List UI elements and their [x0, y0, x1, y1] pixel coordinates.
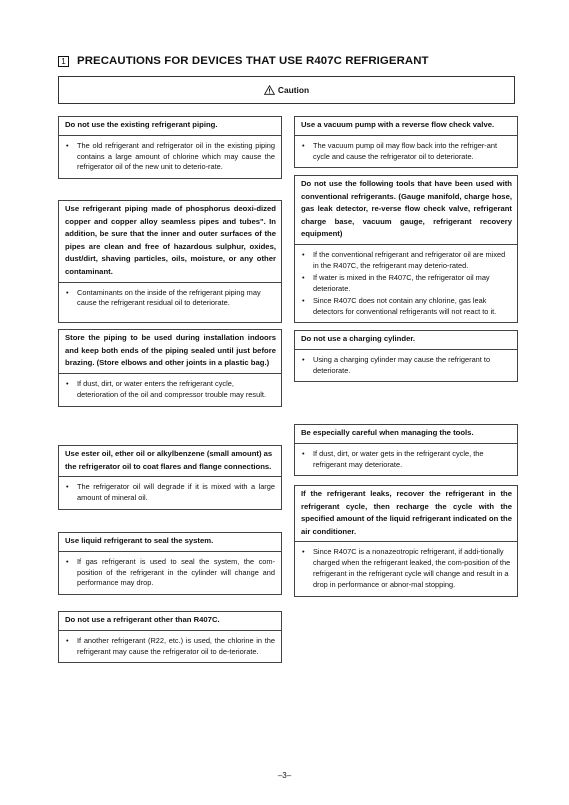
precaution-title: Use a vacuum pump with a reverse flow check valve.: [295, 117, 517, 136]
precaution-title: If the refrigerant leaks, recover the refrigerant in the refrigerant cycle, then recharge the cycle with the specified amount of the liquid refrigerant indicated on the air conditioner.: [295, 486, 517, 542]
precaution-box-refrigerator-oil: [58, 445, 282, 510]
precaution-item: • Since R407C is a nonazeotropic refrigerant, if addi-tionally charged when the refrigerant leaked, the com-position of the refrigerant in the refrigerant cycle will change and result in a drop in performance or abnor-mal stopping.: [301, 547, 511, 591]
precaution-title: Use liquid refrigerant to seal the system.: [59, 533, 281, 552]
precaution-box-charging-cylinder: [294, 330, 518, 382]
precaution-item: • Since R407C does not contain any chlorine, gas leak detectors for conventional refrigerants will not react to it.: [301, 296, 511, 318]
precaution-item: • If the conventional refrigerant and refrigerator oil are mixed in the R407C, the refrigerant may deterio-rated.: [301, 250, 511, 272]
precaution-item: • The refrigerator oil will degrade if it is mixed with a large amount of mineral oil.: [65, 482, 275, 504]
page-title: PRECAUTIONS FOR DEVICES THAT USE R407C REFRIGERANT: [77, 55, 429, 67]
precaution-title: Do not use the existing refrigerant piping.: [59, 117, 281, 136]
precaution-title: Do not use a charging cylinder.: [295, 331, 517, 350]
precaution-box-other-refrigerant: [58, 611, 282, 663]
precaution-box-refrigerant-leak: [294, 485, 518, 597]
section-heading: [58, 55, 528, 67]
precaution-item: • The old refrigerant and refrigerator oil in the existing piping contains a large amount of chlorine which may cause the refrigerator oil of the new unit to deterio-rate.: [65, 141, 275, 174]
section-number: 1: [58, 56, 69, 67]
precaution-title: Be especially careful when managing the tools.: [295, 425, 517, 444]
warning-triangle-icon: [264, 85, 275, 95]
precaution-title: Store the piping to be used during installation indoors and keep both ends of the piping sealed until just before brazing. (Store elbows and other joints in a plastic bag.): [59, 330, 281, 374]
precaution-title: Use ester oil, ether oil or alkylbenzene (small amount) as the refrigerator oil to coat flares and flange connections.: [59, 446, 281, 477]
precaution-box-liquid-refrigerant: [58, 532, 282, 595]
precaution-item: • Using a charging cylinder may cause the refrigerant to deteriorate.: [301, 355, 511, 377]
precaution-box-existing-piping: [58, 116, 282, 179]
precaution-title: Do not use a refrigerant other than R407C.: [59, 612, 281, 631]
precaution-title: Use refrigerant piping made of phosphorus deoxi-dized copper and copper alloy seamless pipes and tubes". In addition, be sure that the inner and outer surfaces of the pipes are clean and free of hazardous sulphur, oxides, dust/dirt, shaving particles, oils, moisture, or any other contaminant.: [59, 201, 281, 283]
precaution-item: • If another refrigerant (R22, etc.) is used, the chlorine in the refrigerant may cause the refrigerator oil to de-teriorate.: [65, 636, 275, 658]
page-number: –3–: [277, 771, 292, 780]
precaution-item: • If water is mixed in the R407C, the refrigerator oil may deteriorate.: [301, 273, 511, 295]
precaution-title: Do not use the following tools that have been used with conventional refrigerants. (Gauge manifold, charge hose, gas leak detector, re-verse flow check valve, refrigerant charge base, vacuum gauge, refrigerant recovery equipment): [295, 176, 517, 245]
precaution-box-store-piping: [58, 329, 282, 407]
precaution-box-piping-material: [58, 200, 282, 323]
precaution-item: • If dust, dirt, or water gets in the refrigerant cycle, the refrigerant may deteriorate.: [301, 449, 511, 471]
precaution-box-vacuum-pump: [294, 116, 518, 168]
caution-banner: [58, 76, 515, 104]
precaution-item: • If dust, dirt, or water enters the refrigerant cycle, deterioration of the oil and compressor trouble may result.: [65, 379, 275, 401]
caution-label: Caution: [277, 85, 310, 95]
precaution-box-managing-tools: [294, 424, 518, 476]
precaution-item: • The vacuum pump oil may flow back into the refriger-ant cycle and cause the refrigerator oil to deteriorate.: [301, 141, 511, 163]
precaution-item: • Contaminants on the inside of the refrigerant piping may cause the refrigerant residual oil to deteriorate.: [65, 288, 275, 310]
precaution-box-conventional-tools: [294, 175, 518, 323]
precaution-item: • If gas refrigerant is used to seal the system, the com-position of the refrigerant in the cylinder will change and performance may drop.: [65, 557, 275, 590]
